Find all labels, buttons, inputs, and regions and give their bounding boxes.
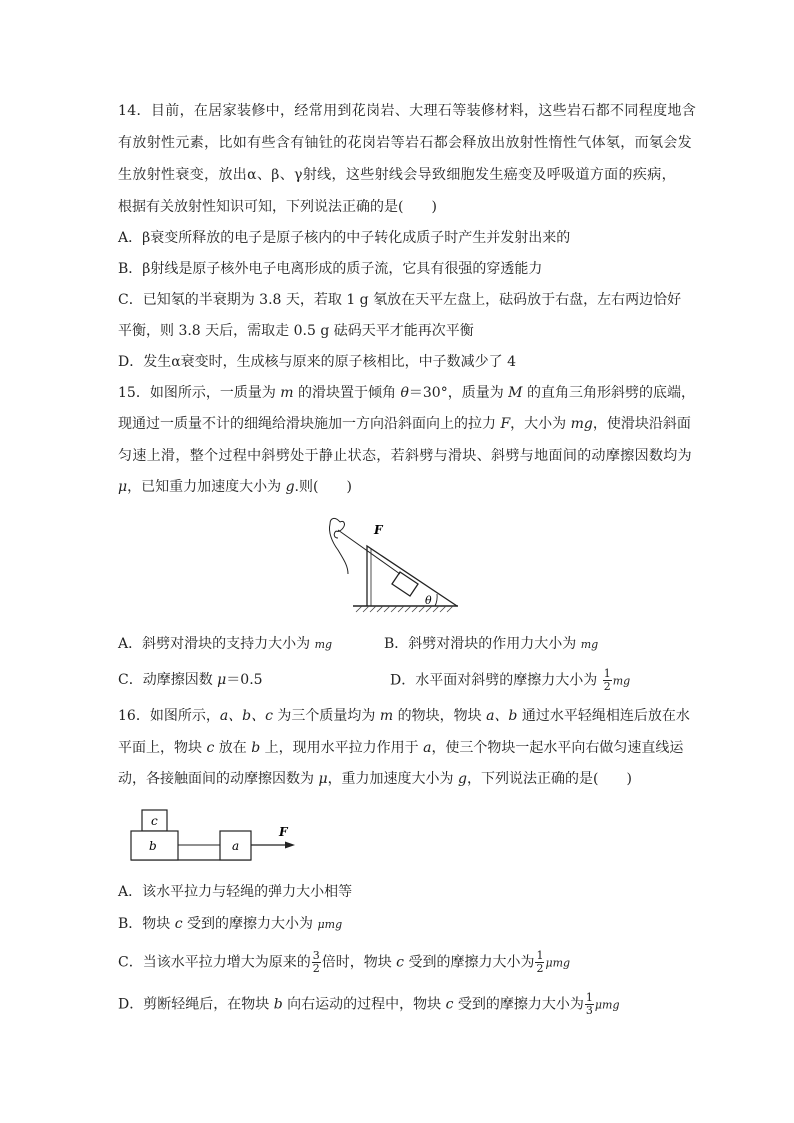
- wedge-outline: [367, 546, 457, 606]
- fraction-one-half: $\frac{1}{2}$: [536, 949, 544, 975]
- q14-option-c-line-2: 平衡，则 3.8 天后，需取走 0.5 g 砝码天平才能再次平衡: [118, 323, 474, 339]
- fig-label-b: b: [149, 839, 157, 853]
- q14-option-c-line-1: C．已知氡的半衰期为 3.8 天，若取 1 g 氡放在天平左盘上，砝码放于右盘，左右两边恰好: [118, 292, 682, 308]
- q16-option-d: D．剪断轻绳后，在物块 b 向右运动的过程中，物块 c 受到的摩擦力大小为 $\frac{1}{3}$ μmg: [118, 991, 620, 1017]
- fraction-three-halves: $\frac{3}{2}$: [312, 949, 320, 975]
- q15-stem-line-3: 匀速上滑，整个过程中斜劈处于静止状态，若斜劈与滑块、斜劈与地面间的动摩擦因数均为: [118, 448, 692, 464]
- q15-stem-line-1: 15．如图所示，一质量为 m 的滑块置于倾角 θ＝30°，质量为 M 的直角三角形斜劈的底端，: [118, 385, 695, 401]
- q16-blocks-figure: [125, 798, 305, 866]
- q14-stem-line-2: 有放射性元素，比如有些含有铀钍的花岗岩等岩石都会释放出放射性惰性气体氡，而氡会发: [118, 135, 692, 151]
- q14-option-d: D．发生α衰变时，生成核与原来的原子核相比，中子数减少了 4: [118, 354, 517, 370]
- q16-option-b: B．物块 c 受到的摩擦力大小为 μmg: [118, 916, 343, 932]
- fig-label-F: F: [279, 825, 288, 839]
- angle-arc: [435, 594, 437, 606]
- q14-option-b: B．β射线是原子核外电子电离形成的质子流，它具有很强的穿透能力: [118, 261, 543, 277]
- q15-option-c: C．动摩擦因数 μ＝0.5: [118, 672, 263, 688]
- fig-label-theta: θ: [425, 594, 432, 607]
- slider-block: [392, 572, 418, 596]
- hand-icon: [329, 518, 348, 574]
- q16-option-c: C．当该水平拉力增大为原来的 $\frac{3}{2}$ 倍时，物块 c 受到的摩擦力大小为 $\frac{1}{2}$ μmg: [118, 949, 571, 975]
- q15-option-d: D．水平面对斜劈的摩擦力大小为 $\frac{1}{2}$ mg: [390, 667, 631, 693]
- fig-label-a: a: [232, 839, 240, 853]
- q14-stem-line-1: 14．目前，在居家装修中，经常用到花岗岩、大理石等装修材料，这些岩石都不同程度地含: [118, 103, 697, 119]
- q14-stem-line-3: 生放射性衰变，放出α、β、γ射线，这些射线会导致细胞发生癌变及呼吸道方面的疾病，: [118, 167, 676, 183]
- q14-stem-line-4: 根据有关放射性知识可知，下列说法正确的是( ): [118, 199, 437, 215]
- q15-option-a: A．斜劈对滑块的支持力大小为 mg: [118, 636, 333, 652]
- fraction-one-half: $\frac{1}{2}$: [603, 667, 611, 693]
- q16-stem-line-3: 动，各接触面间的动摩擦因数为 μ，重力加速度大小为 g，下列说法正确的是( ): [118, 771, 632, 787]
- q15-incline-figure: [310, 508, 470, 618]
- q16-option-a: A．该水平拉力与轻绳的弹力大小相等: [118, 884, 353, 900]
- fig-label-F: F: [374, 523, 383, 537]
- q14-option-a: A．β衰变所释放的电子是原子核内的中子转化成质子时产生并发射出来的: [118, 230, 571, 246]
- q16-stem-line-2: 平面上，物块 c 放在 b 上，现用水平拉力作用于 a，使三个物块一起水平向右做匀速直线运: [118, 740, 684, 756]
- q15-stem-line-2: 现通过一质量不计的细绳给滑块施加一方向沿斜面向上的拉力 F，大小为 mg，使滑块沿斜面: [118, 416, 691, 432]
- ground-hatching: [356, 606, 453, 612]
- fraction-one-third: $\frac{1}{3}$: [585, 991, 593, 1017]
- arrow-head-icon: [285, 842, 295, 849]
- q16-stem-line-1: 16．如图所示，a、b、c 为三个质量均为 m 的物块，物块 a、b 通过水平轻绳相连后放在水: [118, 708, 690, 724]
- fig-label-c: c: [151, 814, 158, 828]
- q15-stem-line-4: μ，已知重力加速度大小为 g.则( ): [118, 479, 352, 495]
- q15-option-b: B．斜劈对滑块的作用力大小为 mg: [384, 636, 599, 652]
